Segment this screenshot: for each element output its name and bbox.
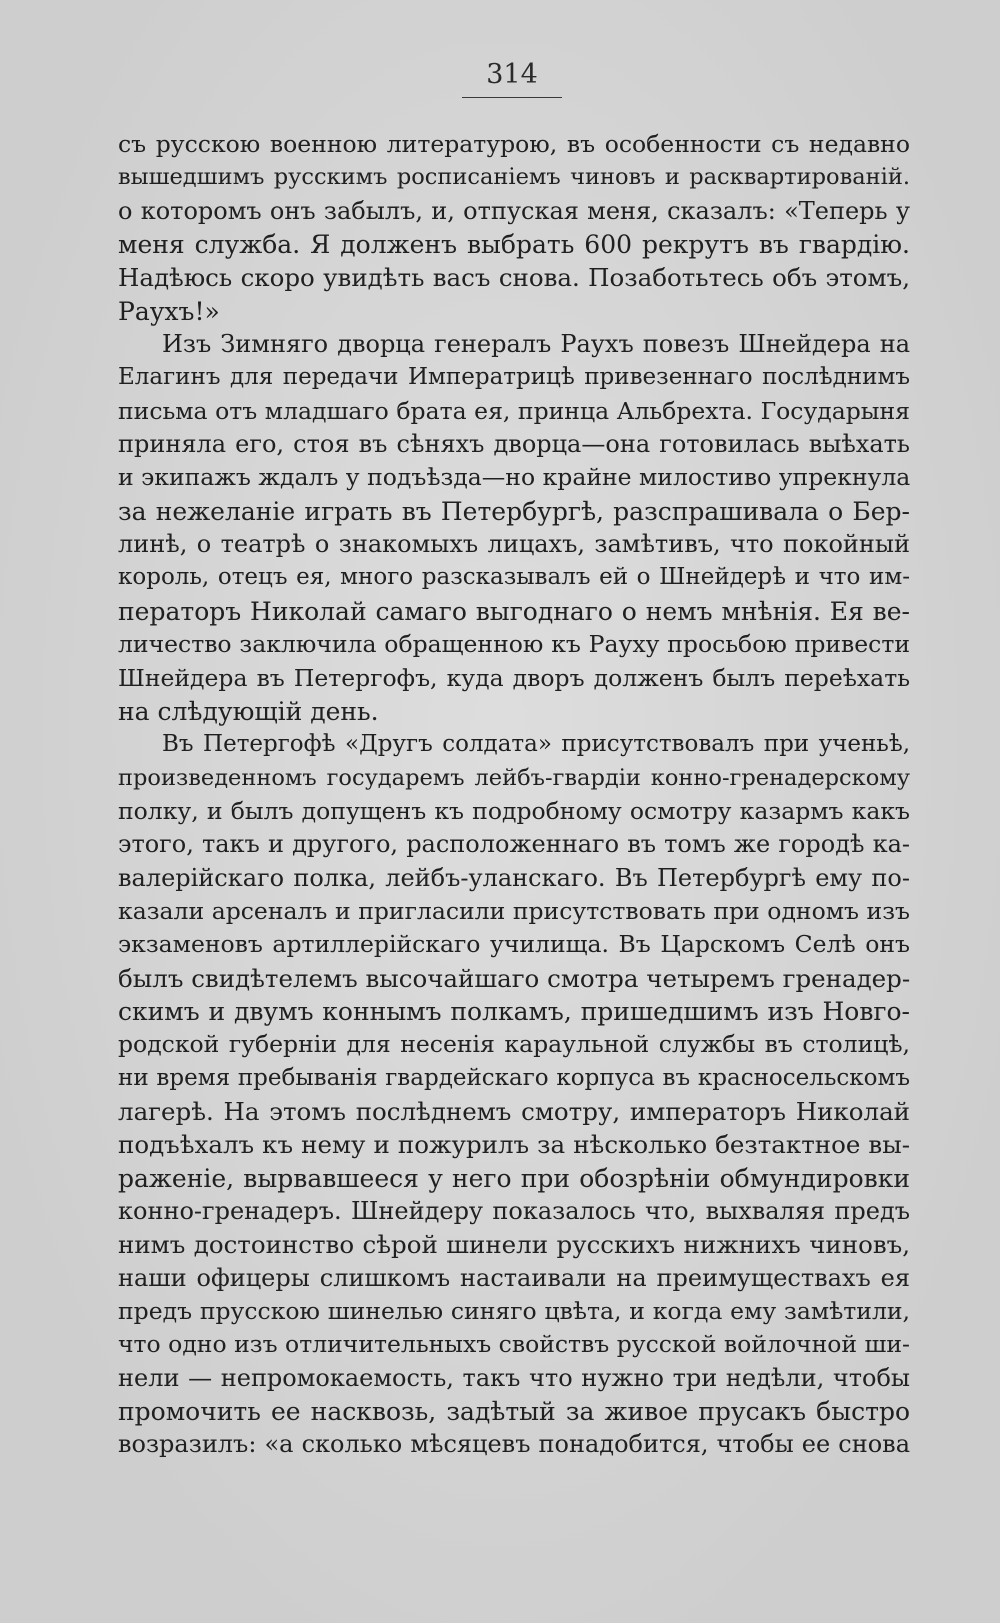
text-line: за нежеланіе играть въ Петербургѣ, разспрашивала о Бер-	[118, 496, 910, 526]
text-line: промочить ее насквозь, задѣтый за живое прусакъ быстро	[118, 1397, 910, 1427]
text-line: нимъ достоинство сѣрой шинели русскихъ нижнихъ чиновъ,	[118, 1230, 910, 1260]
body-text	[118, 128, 910, 1462]
text-line: нели — непромокаемость, такъ что нужно три недѣли, чтобы	[118, 1363, 910, 1392]
text-line: Раухъ!»	[118, 296, 220, 326]
text-line: линѣ, о театрѣ о знакомыхъ лицахъ, замѣтивъ, что покойный	[118, 530, 910, 559]
text-line: родской губерніи для несенія караульной службы въ столицѣ,	[118, 1030, 910, 1059]
text-line: произведенномъ государемъ лейбъ-гвардіи конно-гренадерскому	[118, 764, 910, 791]
text-line: экзаменовъ артиллерійскаго училища. Въ Царскомъ Селѣ онъ	[118, 930, 910, 959]
text-line: о которомъ онъ забылъ, и, отпуская меня, сказалъ: «Теперь у	[118, 196, 910, 225]
text-line: конно-гренадеръ. Шнейдеру показалось что, выхваляя предъ	[118, 1197, 910, 1225]
text-line: Елагинъ для передачи Императрицѣ привезеннаго послѣднимъ	[118, 364, 910, 391]
text-line: Шнейдера въ Петергофъ, куда дворъ долженъ былъ переѣхать	[118, 663, 910, 692]
text-line: валерійскаго полка, лейбъ-уланскаго. Въ Петербургѣ ему по-	[118, 863, 910, 892]
text-line: лагерѣ. На этомъ послѣднемъ смотру, императоръ Николай	[118, 1096, 910, 1126]
text-line: на слѣдующій день.	[118, 696, 379, 726]
text-line: что одно изъ отличительныхъ свойствъ русской войлочной ши-	[118, 1330, 910, 1359]
text-line: казали арсеналъ и пригласили присутствовать при одномъ изъ	[118, 896, 910, 925]
text-line: былъ свидѣтелемъ высочайшаго смотра четыремъ гренадер-	[118, 963, 910, 993]
text-line: скимъ и двумъ коннымъ полкамъ, пришедшимъ изъ Новго-	[118, 996, 910, 1026]
text-line: раженіе, вырвавшееся у него при обозрѣніи обмундировки	[118, 1163, 910, 1193]
text-line: письма отъ младшаго брата ея, принца Альбрехта. Государыня	[118, 396, 910, 425]
text-line: съ русскою военною литературою, въ особенности съ недавно	[118, 130, 910, 158]
text-line: подъѣхалъ къ нему и пожурилъ за нѣсколько безтактное вы-	[118, 1130, 910, 1160]
text-line: Въ Петергофѣ «Другъ солдата» присутствовалъ при ученьѣ,	[162, 731, 910, 758]
text-line: и экипажъ ждалъ у подъѣзда—но крайне милостиво упрекнула	[118, 463, 910, 492]
text-line: предъ прусскою шинелью синяго цвѣта, и когда ему замѣтили,	[118, 1297, 910, 1326]
text-line: возразилъ: «а сколько мѣсяцевъ понадобится, чтобы ее снова	[118, 1430, 910, 1459]
text-line: Надѣюсь скоро увидѣть васъ снова. Позаботьтесь объ этомъ,	[118, 263, 910, 293]
text-line: вышедшимъ русскимъ росписаніемъ чиновъ и расквартированій.	[118, 164, 910, 191]
text-line: меня служба. Я долженъ выбрать 600 рекрутъ въ гвардію.	[118, 230, 910, 260]
text-line: этого, такъ и другого, расположеннаго въ томъ же городѣ ка-	[118, 830, 910, 859]
page-number: 314	[486, 59, 538, 90]
header-rule	[462, 97, 562, 98]
text-line: ператоръ Николай самаго выгоднаго о немъ мнѣнія. Ея ве-	[118, 596, 910, 626]
text-line: ни время пребыванія гвардейскаго корпуса въ красносельскомъ	[118, 1064, 910, 1091]
text-line: наши офицеры слишкомъ настаивали на преимуществахъ ея	[118, 1263, 910, 1292]
text-line: личество заключила обращенною къ Рауху просьбою привести	[118, 630, 910, 659]
text-line: король, отецъ ея, много разсказывалъ ей о Шнейдерѣ и что им-	[118, 564, 910, 591]
text-line: приняла его, стоя въ сѣняхъ дворца—она готовилась выѣхать	[118, 430, 910, 459]
text-line: Изъ Зимняго дворца генералъ Раухъ повезъ Шнейдера на	[162, 330, 910, 359]
text-line: полку, и былъ допущенъ къ подробному осмотру казармъ какъ	[118, 796, 910, 825]
